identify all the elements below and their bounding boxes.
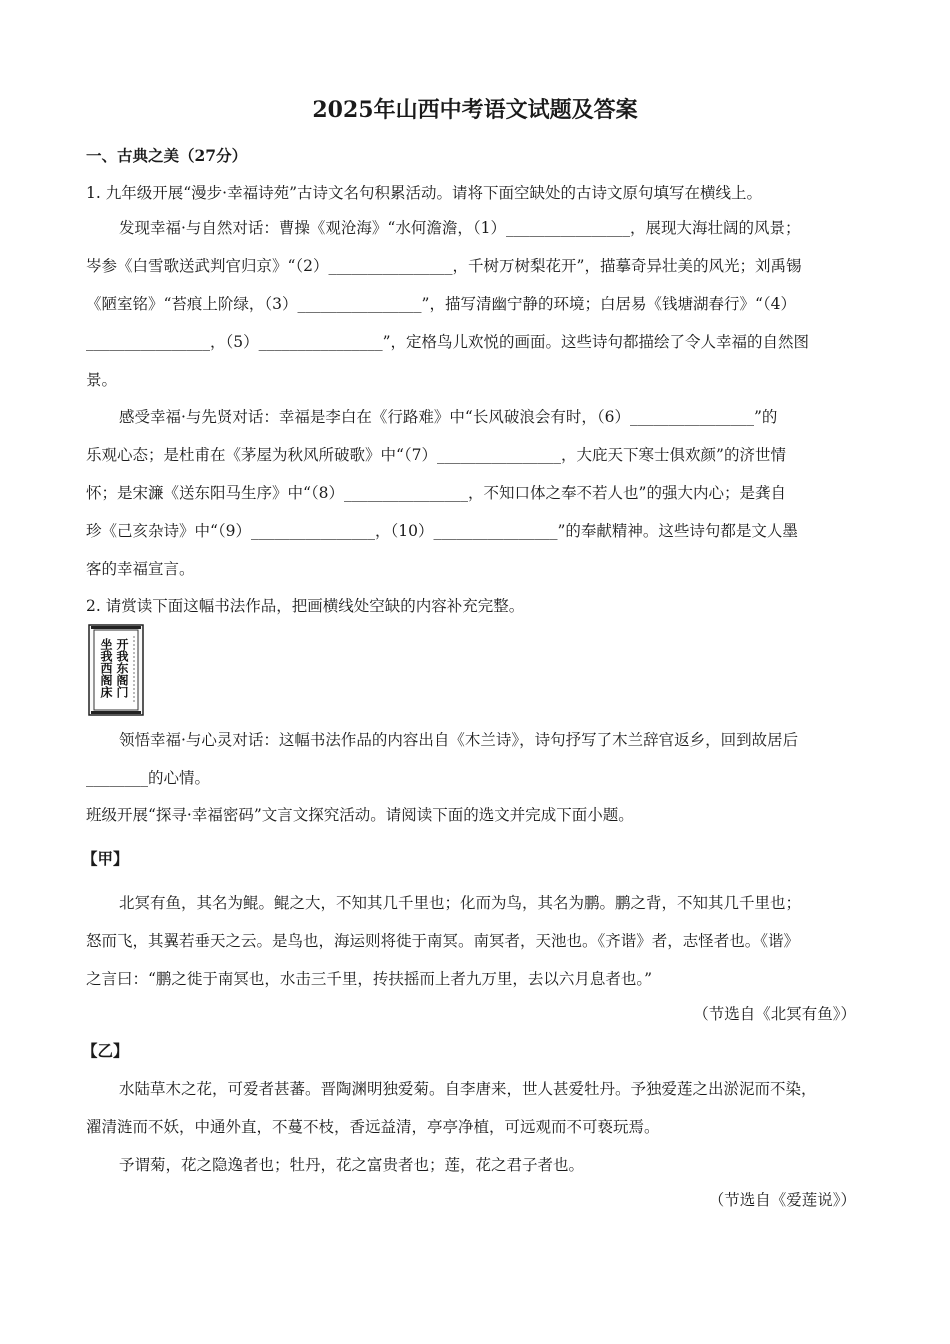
para1-line: 景。 <box>86 371 118 389</box>
para3-line: 领悟幸福·与心灵对话：这幅书法作品的内容出自《木兰诗》，诗句抒写了木兰辞官返乡，回到故居后 <box>119 731 799 749</box>
passage-yi-source: （节选自《爱莲说》） <box>708 1191 856 1209</box>
activity-intro: 班级开展“探寻·幸福密码”文言文探究活动。请阅读下面的选文并完成下面小题。 <box>86 806 634 824</box>
passage-jia-label: 【甲】 <box>82 849 129 868</box>
question-1-intro: 1. 九年级开展“漫步·幸福诗苑”古诗文名句积累活动。请将下面空缺处的古诗文原句填写在横线上。 <box>86 184 762 202</box>
passage-jia-line: 之言曰：“鹏之徙于南冥也，水击三千里，抟扶摇而上者九万里，去以六月息者也。” <box>86 970 653 988</box>
para2-line: 客的幸福宣言。 <box>86 560 195 578</box>
passage-yi-line: 濯清涟而不妖，中通外直，不蔓不枝，香远益清，亭亭净植，可远观而不可亵玩焉。 <box>86 1118 660 1136</box>
passage-yi-label: 【乙】 <box>82 1041 129 1060</box>
calligraphy-col-2: 坐我西阁床 <box>99 638 113 698</box>
page-title: 2025年山西中考语文试题及答案 <box>312 97 638 123</box>
passage-yi-line: 予谓菊，花之隐逸者也；牡丹，花之富贵者也；莲，花之君子者也。 <box>119 1156 585 1174</box>
para1-line: ________________，（5）________________”，定格鸟儿欢悦的画面。这些诗句都描绘了令人幸福的自然图 <box>86 333 810 351</box>
para1-line: 《陋室铭》“苔痕上阶绿，（3）________________”，描写清幽宁静的环境；白居易《钱塘湖春行》“（4） <box>86 295 796 313</box>
passage-yi-line: 水陆草木之花，可爱者甚蕃。晋陶渊明独爱菊。自李唐来，世人甚爱牡丹。予独爱莲之出淤泥而不染， <box>119 1080 817 1098</box>
para2-line: 珍《己亥杂诗》中“（9）________________，（10）________________”的奉献精神。这些诗句都是文人墨 <box>86 522 798 540</box>
para1-line: 岑参《白雪歌送武判官归京》“（2）________________，千树万树梨花开”，描摹奇异壮美的风光；刘禹锡 <box>86 257 802 275</box>
calligraphy-image <box>88 624 144 716</box>
passage-jia-source: （节选自《北冥有鱼》） <box>693 1005 856 1023</box>
calligraphy-col-1: 开我东阁门 <box>115 638 129 698</box>
para1-line: 发现幸福·与自然对话：曹操《观沧海》“水何澹澹，（1）________________，展现大海壮阔的风景； <box>119 219 801 237</box>
section-heading: 一、古典之美（27分） <box>86 146 248 165</box>
para2-line: 乐观心态；是杜甫在《茅屋为秋风所破歌》中“（7）________________，大庇天下寒士俱欢颜”的济世情 <box>86 446 786 464</box>
para2-line: 怀；是宋濂《送东阳马生序》中“（8）________________，不知口体之奉不若人也”的强大内心；是龚自 <box>86 484 786 502</box>
passage-jia-line: 北冥有鱼，其名为鲲。鲲之大，不知其几千里也；化而为鸟，其名为鹏。鹏之背，不知其几千里也； <box>119 894 802 912</box>
para3-line: ________的心情。 <box>86 769 211 787</box>
passage-jia-line: 怒而飞，其翼若垂天之云。是鸟也，海运则将徙于南冥。南冥者，天池也。《齐谐》者，志怪者也。《谐》 <box>86 932 800 950</box>
para2-line: 感受幸福·与先贤对话：幸福是李白在《行路难》中“长风破浪会有时，（6）________________”的 <box>119 408 778 426</box>
question-2: 2. 请赏读下面这幅书法作品，把画横线处空缺的内容补充完整。 <box>86 597 525 615</box>
